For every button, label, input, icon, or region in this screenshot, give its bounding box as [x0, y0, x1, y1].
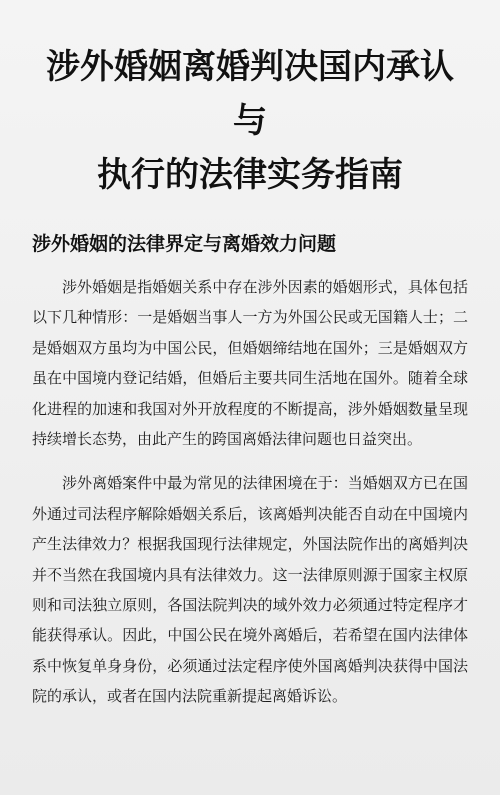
- title-line-1: 涉外婚姻离婚判决国内承认与: [46, 47, 454, 141]
- section-heading: 涉外婚姻的法律界定与离婚效力问题: [32, 233, 337, 255]
- body-paragraph-1: 涉外婚姻是指婚姻关系中存在涉外因素的婚姻形式，具体包括以下几种情形：一是婚姻当事人一方为外国公民或无国籍人士；二是婚姻双方虽均为中国公民，但婚姻缔结地在国外；三是婚姻双方虽在中国境内登记结婚，但婚后主要共同生活地在国外。随着全球化进程的加速和我国对外开放程度的不断提高，涉外婚姻数量呈现持续增长态势，由此产生的跨国离婚法律问题也日益突出。: [32, 278, 468, 449]
- body-paragraph-2: 涉外离婚案件中最为常见的法律困境在于：当婚姻双方已在国外通过司法程序解除婚姻关系后，该离婚判决能否自动在中国境内产生法律效力？根据我国现行法律规定，外国法院作出的离婚判决并不当然在我国境内具有法律效力。这一法律原则源于国家主权原则和司法独立原则，各国法院判决的域外效力必须通过特定程序才能获得承认。因此，中国公民在境外离婚后，若希望在国内法律体系中恢复单身身份，必须通过法定程序使外国离婚判决获得中国法院的承认，或者在国内法院重新提起离婚诉讼。: [32, 474, 468, 706]
- title-line-2: 执行的法律实务指南: [97, 155, 403, 195]
- document-title: [32, 40, 468, 202]
